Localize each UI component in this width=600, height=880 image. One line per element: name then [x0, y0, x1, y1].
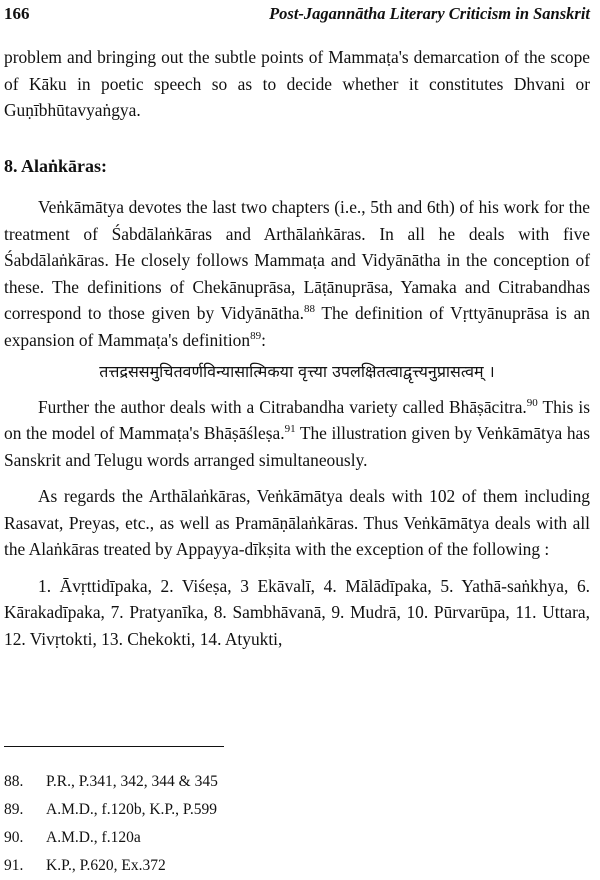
- footnote-number: 88.: [4, 773, 24, 790]
- body-text: [4, 44, 590, 652]
- sanskrit-quote: तत्तद्रससमुचितवर्णविन्यासात्मिकया वृत्त्या उपलक्षितत्वाद्वृत्त्यनुप्रासत्वम् ।: [99, 362, 495, 381]
- footnote-ref-90: 90: [526, 396, 538, 409]
- footnote-item: [4, 824, 218, 852]
- paragraph-text: The definition of Vṛttyānuprāsa is an expansion of Mammaṭa's definition: [4, 303, 590, 350]
- paragraph-text: The illustration given by Veṅkāmātya has Sanskrit and Telugu words arranged simultaneously.: [4, 423, 590, 470]
- page-header: [4, 4, 590, 26]
- footnote-item: [4, 796, 218, 824]
- paragraph-citrabandha: [4, 394, 590, 474]
- footnote-text: A.M.D., f.120a: [46, 829, 141, 846]
- footnote-text: P.R., P.341, 342, 344 & 345: [46, 773, 218, 790]
- footnote-item: [4, 768, 218, 796]
- paragraph-text: :: [261, 329, 266, 350]
- footnote-ref-91: 91: [284, 423, 296, 436]
- footnote-ref-89: 89: [250, 329, 262, 342]
- footnote-item: [4, 852, 218, 880]
- paragraph-text: Veṅkāmātya devotes the last two chapters (i.e., 5th and 6th) of his work for the treatment of Śabdālaṅkāras and Arthālaṅkāras. In all he deals with five Śabdālaṅkāras. He closely follows Mammaṭa and Vidyānātha in the conception of these. The definitions of Chekānuprāsa, Lāṭānuprāsa, Yamaka and Citrabandhas correspond to those given by Vidyānātha.: [4, 197, 590, 323]
- footnote-text: K.P., P.620, Ex.372: [46, 857, 166, 874]
- footnotes: [4, 768, 218, 880]
- footnote-number: 90.: [4, 829, 24, 846]
- footnote-divider: [4, 746, 224, 747]
- running-title: Post-Jagannātha Literary Criticism in Sanskrit: [269, 4, 590, 23]
- footnote-number: 91.: [4, 857, 24, 874]
- section-heading: 8. Alaṅkāras:: [4, 155, 108, 176]
- footnote-text: A.M.D., f.120b, K.P., P.599: [46, 801, 217, 818]
- paragraph-text: This is on the model of Mammaṭa's Bhāṣāśleṣa.: [4, 396, 590, 443]
- paragraph-text: Further the author deals with a Citrabandha variety called Bhāṣācitra.: [38, 396, 527, 417]
- paragraph-continuation: problem and bringing out the subtle points of Mammaṭa's demarcation of the scope of Kāku in poetic speech so as to decide whether it constitutes Dhvani or Guṇībhūtavyaṅgya.: [4, 47, 590, 120]
- footnote-number: 89.: [4, 801, 24, 818]
- paragraph-exception-list: 1. Āvṛttidīpaka, 2. Viśeṣa, 3 Ekāvalī, 4. Mālādīpaka, 5. Yathā-saṅkhya, 6. Kārakadīpaka, 7. Pratyanīka, 8. Sambhāvanā, 9. Mudrā, 10. Pūrvarūpa, 11. Uttara, 12. Vivṛtokti, 13. Chekokti, 14. Atyukti,: [4, 575, 590, 649]
- paragraph-alankaras: [4, 194, 590, 353]
- page-number: 166: [4, 4, 30, 23]
- footnote-ref-88: 88: [303, 303, 315, 316]
- paragraph-arthalankaras: As regards the Arthālaṅkāras, Veṅkāmātya deals with 102 of them including Rasavat, Preyas, etc., as well as Pramāṇālaṅkāras. Thus Veṅkāmātya deals with all the Alaṅkāras treated by Appayya-dīkṣita with the exception of the following :: [4, 486, 590, 559]
